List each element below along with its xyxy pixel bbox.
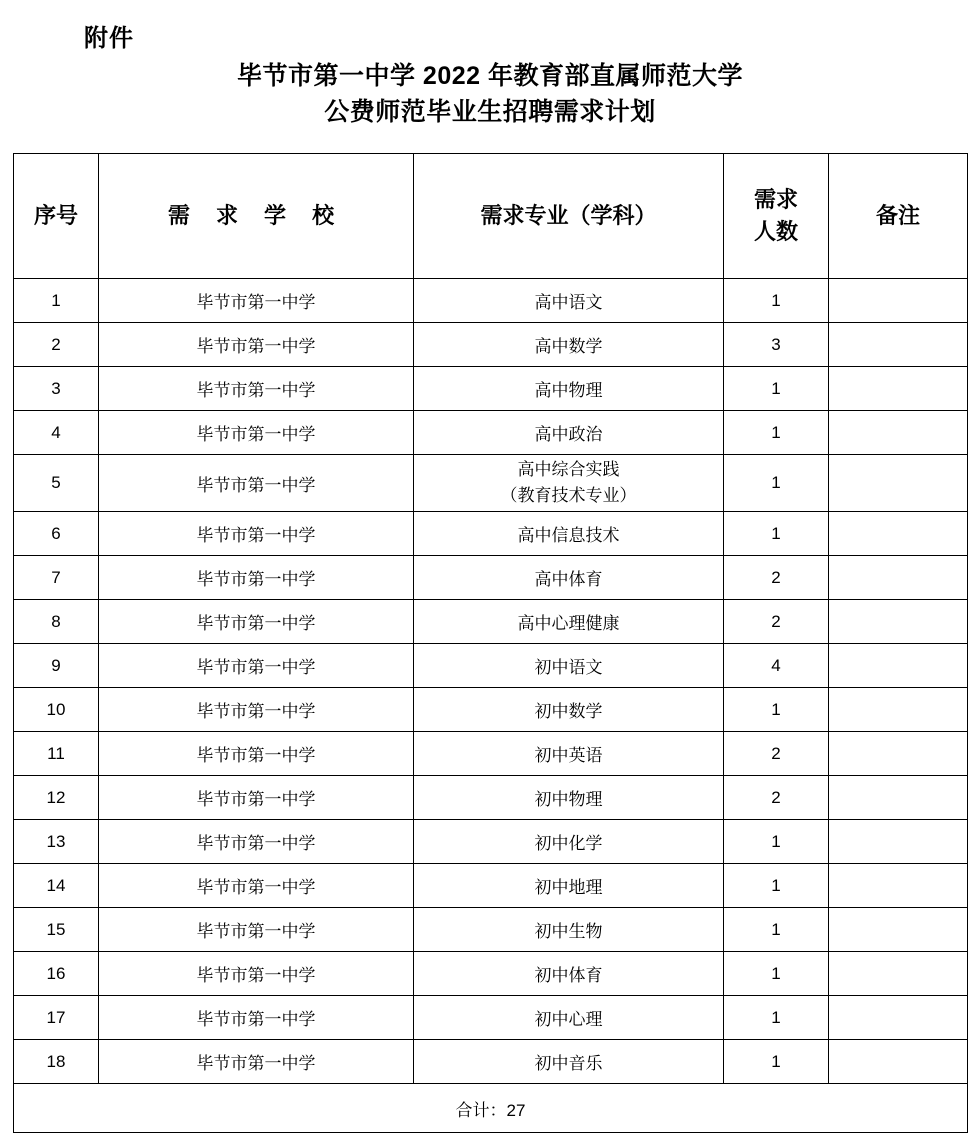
cell-index: 16 <box>14 952 99 996</box>
cell-school: 毕节市第一中学 <box>99 908 414 952</box>
cell-count: 1 <box>724 952 829 996</box>
cell-count: 1 <box>724 908 829 952</box>
cell-count: 1 <box>724 279 829 323</box>
table-row <box>14 864 968 908</box>
table-row <box>14 996 968 1040</box>
cell-major: 初中体育 <box>414 952 724 996</box>
cell-school: 毕节市第一中学 <box>99 996 414 1040</box>
table-row <box>14 908 968 952</box>
table-row <box>14 600 968 644</box>
table-row <box>14 455 968 512</box>
cell-school: 毕节市第一中学 <box>99 600 414 644</box>
cell-count: 2 <box>724 776 829 820</box>
cell-count: 1 <box>724 820 829 864</box>
attachment-label: 附件 <box>84 25 134 52</box>
cell-index: 5 <box>14 455 99 512</box>
cell-major: 高中信息技术 <box>414 512 724 556</box>
header-school: 需 求 学 校 <box>99 154 414 279</box>
cell-index: 9 <box>14 644 99 688</box>
table-row <box>14 776 968 820</box>
cell-school: 毕节市第一中学 <box>99 820 414 864</box>
cell-index: 8 <box>14 600 99 644</box>
cell-index: 13 <box>14 820 99 864</box>
cell-index: 15 <box>14 908 99 952</box>
cell-index: 6 <box>14 512 99 556</box>
header-major: 需求专业（学科） <box>414 154 724 279</box>
cell-major: 高中物理 <box>414 367 724 411</box>
cell-count: 1 <box>724 411 829 455</box>
cell-major: 初中数学 <box>414 688 724 732</box>
page-title-line2: 公费师范毕业生招聘需求计划 <box>324 98 656 126</box>
cell-remark <box>829 644 968 688</box>
cell-index: 11 <box>14 732 99 776</box>
cell-index: 3 <box>14 367 99 411</box>
cell-remark <box>829 864 968 908</box>
cell-major: 初中心理 <box>414 996 724 1040</box>
cell-major <box>414 455 724 512</box>
header-remark: 备注 <box>829 154 968 279</box>
cell-school: 毕节市第一中学 <box>99 556 414 600</box>
cell-major: 初中音乐 <box>414 1040 724 1084</box>
page-title <box>0 58 980 130</box>
cell-school: 毕节市第一中学 <box>99 644 414 688</box>
cell-major: 高中心理健康 <box>414 600 724 644</box>
recruitment-plan-table <box>13 153 968 1133</box>
cell-remark <box>829 512 968 556</box>
cell-count: 1 <box>724 367 829 411</box>
cell-major: 初中语文 <box>414 644 724 688</box>
table-row <box>14 367 968 411</box>
table-row <box>14 411 968 455</box>
cell-major: 高中体育 <box>414 556 724 600</box>
cell-count: 1 <box>724 512 829 556</box>
table-header-row <box>14 154 968 279</box>
cell-major-line1: 高中综合实践 <box>517 460 620 479</box>
cell-index: 18 <box>14 1040 99 1084</box>
cell-count: 2 <box>724 732 829 776</box>
cell-school: 毕节市第一中学 <box>99 864 414 908</box>
cell-school: 毕节市第一中学 <box>99 688 414 732</box>
cell-count: 1 <box>724 688 829 732</box>
cell-school: 毕节市第一中学 <box>99 1040 414 1084</box>
cell-count: 4 <box>724 644 829 688</box>
cell-index: 7 <box>14 556 99 600</box>
header-count <box>724 154 829 279</box>
cell-count: 1 <box>724 1040 829 1084</box>
cell-index: 14 <box>14 864 99 908</box>
cell-count: 2 <box>724 600 829 644</box>
cell-remark <box>829 411 968 455</box>
table-row <box>14 820 968 864</box>
header-count-line2: 人数 <box>753 219 798 244</box>
table-row <box>14 279 968 323</box>
cell-count: 1 <box>724 455 829 512</box>
cell-remark <box>829 556 968 600</box>
cell-school: 毕节市第一中学 <box>99 323 414 367</box>
cell-major: 高中政治 <box>414 411 724 455</box>
cell-remark <box>829 908 968 952</box>
cell-index: 17 <box>14 996 99 1040</box>
cell-school: 毕节市第一中学 <box>99 776 414 820</box>
cell-count: 2 <box>724 556 829 600</box>
cell-school: 毕节市第一中学 <box>99 455 414 512</box>
cell-remark <box>829 1040 968 1084</box>
page-title-line1: 毕节市第一中学 2022 年教育部直属师范大学 <box>236 62 743 90</box>
cell-remark <box>829 279 968 323</box>
cell-count: 1 <box>724 996 829 1040</box>
cell-count: 3 <box>724 323 829 367</box>
cell-index: 1 <box>14 279 99 323</box>
cell-index: 10 <box>14 688 99 732</box>
cell-major: 高中语文 <box>414 279 724 323</box>
cell-school: 毕节市第一中学 <box>99 279 414 323</box>
table-row <box>14 556 968 600</box>
cell-school: 毕节市第一中学 <box>99 952 414 996</box>
cell-remark <box>829 776 968 820</box>
cell-total: 合计：27 <box>14 1084 968 1133</box>
header-count-line1: 需求 <box>753 187 798 212</box>
table-row <box>14 688 968 732</box>
cell-index: 12 <box>14 776 99 820</box>
table-row <box>14 512 968 556</box>
table-row <box>14 1040 968 1084</box>
cell-major: 初中化学 <box>414 820 724 864</box>
table-row <box>14 952 968 996</box>
cell-remark <box>829 600 968 644</box>
cell-remark <box>829 688 968 732</box>
cell-remark <box>829 952 968 996</box>
cell-school: 毕节市第一中学 <box>99 367 414 411</box>
table-row <box>14 644 968 688</box>
table-row <box>14 732 968 776</box>
table-row <box>14 323 968 367</box>
cell-school: 毕节市第一中学 <box>99 732 414 776</box>
header-index: 序号 <box>14 154 99 279</box>
table-body <box>14 279 968 1133</box>
cell-count: 1 <box>724 864 829 908</box>
cell-major: 初中物理 <box>414 776 724 820</box>
cell-major-line2: （教育技术专业） <box>500 486 637 505</box>
cell-index: 2 <box>14 323 99 367</box>
cell-major: 初中地理 <box>414 864 724 908</box>
cell-remark <box>829 996 968 1040</box>
cell-major: 初中英语 <box>414 732 724 776</box>
cell-school: 毕节市第一中学 <box>99 411 414 455</box>
cell-remark <box>829 455 968 512</box>
cell-index: 4 <box>14 411 99 455</box>
cell-major: 初中生物 <box>414 908 724 952</box>
table-total-row <box>14 1084 968 1133</box>
cell-remark <box>829 323 968 367</box>
cell-remark <box>829 732 968 776</box>
cell-school: 毕节市第一中学 <box>99 512 414 556</box>
cell-remark <box>829 367 968 411</box>
cell-major: 高中数学 <box>414 323 724 367</box>
cell-remark <box>829 820 968 864</box>
